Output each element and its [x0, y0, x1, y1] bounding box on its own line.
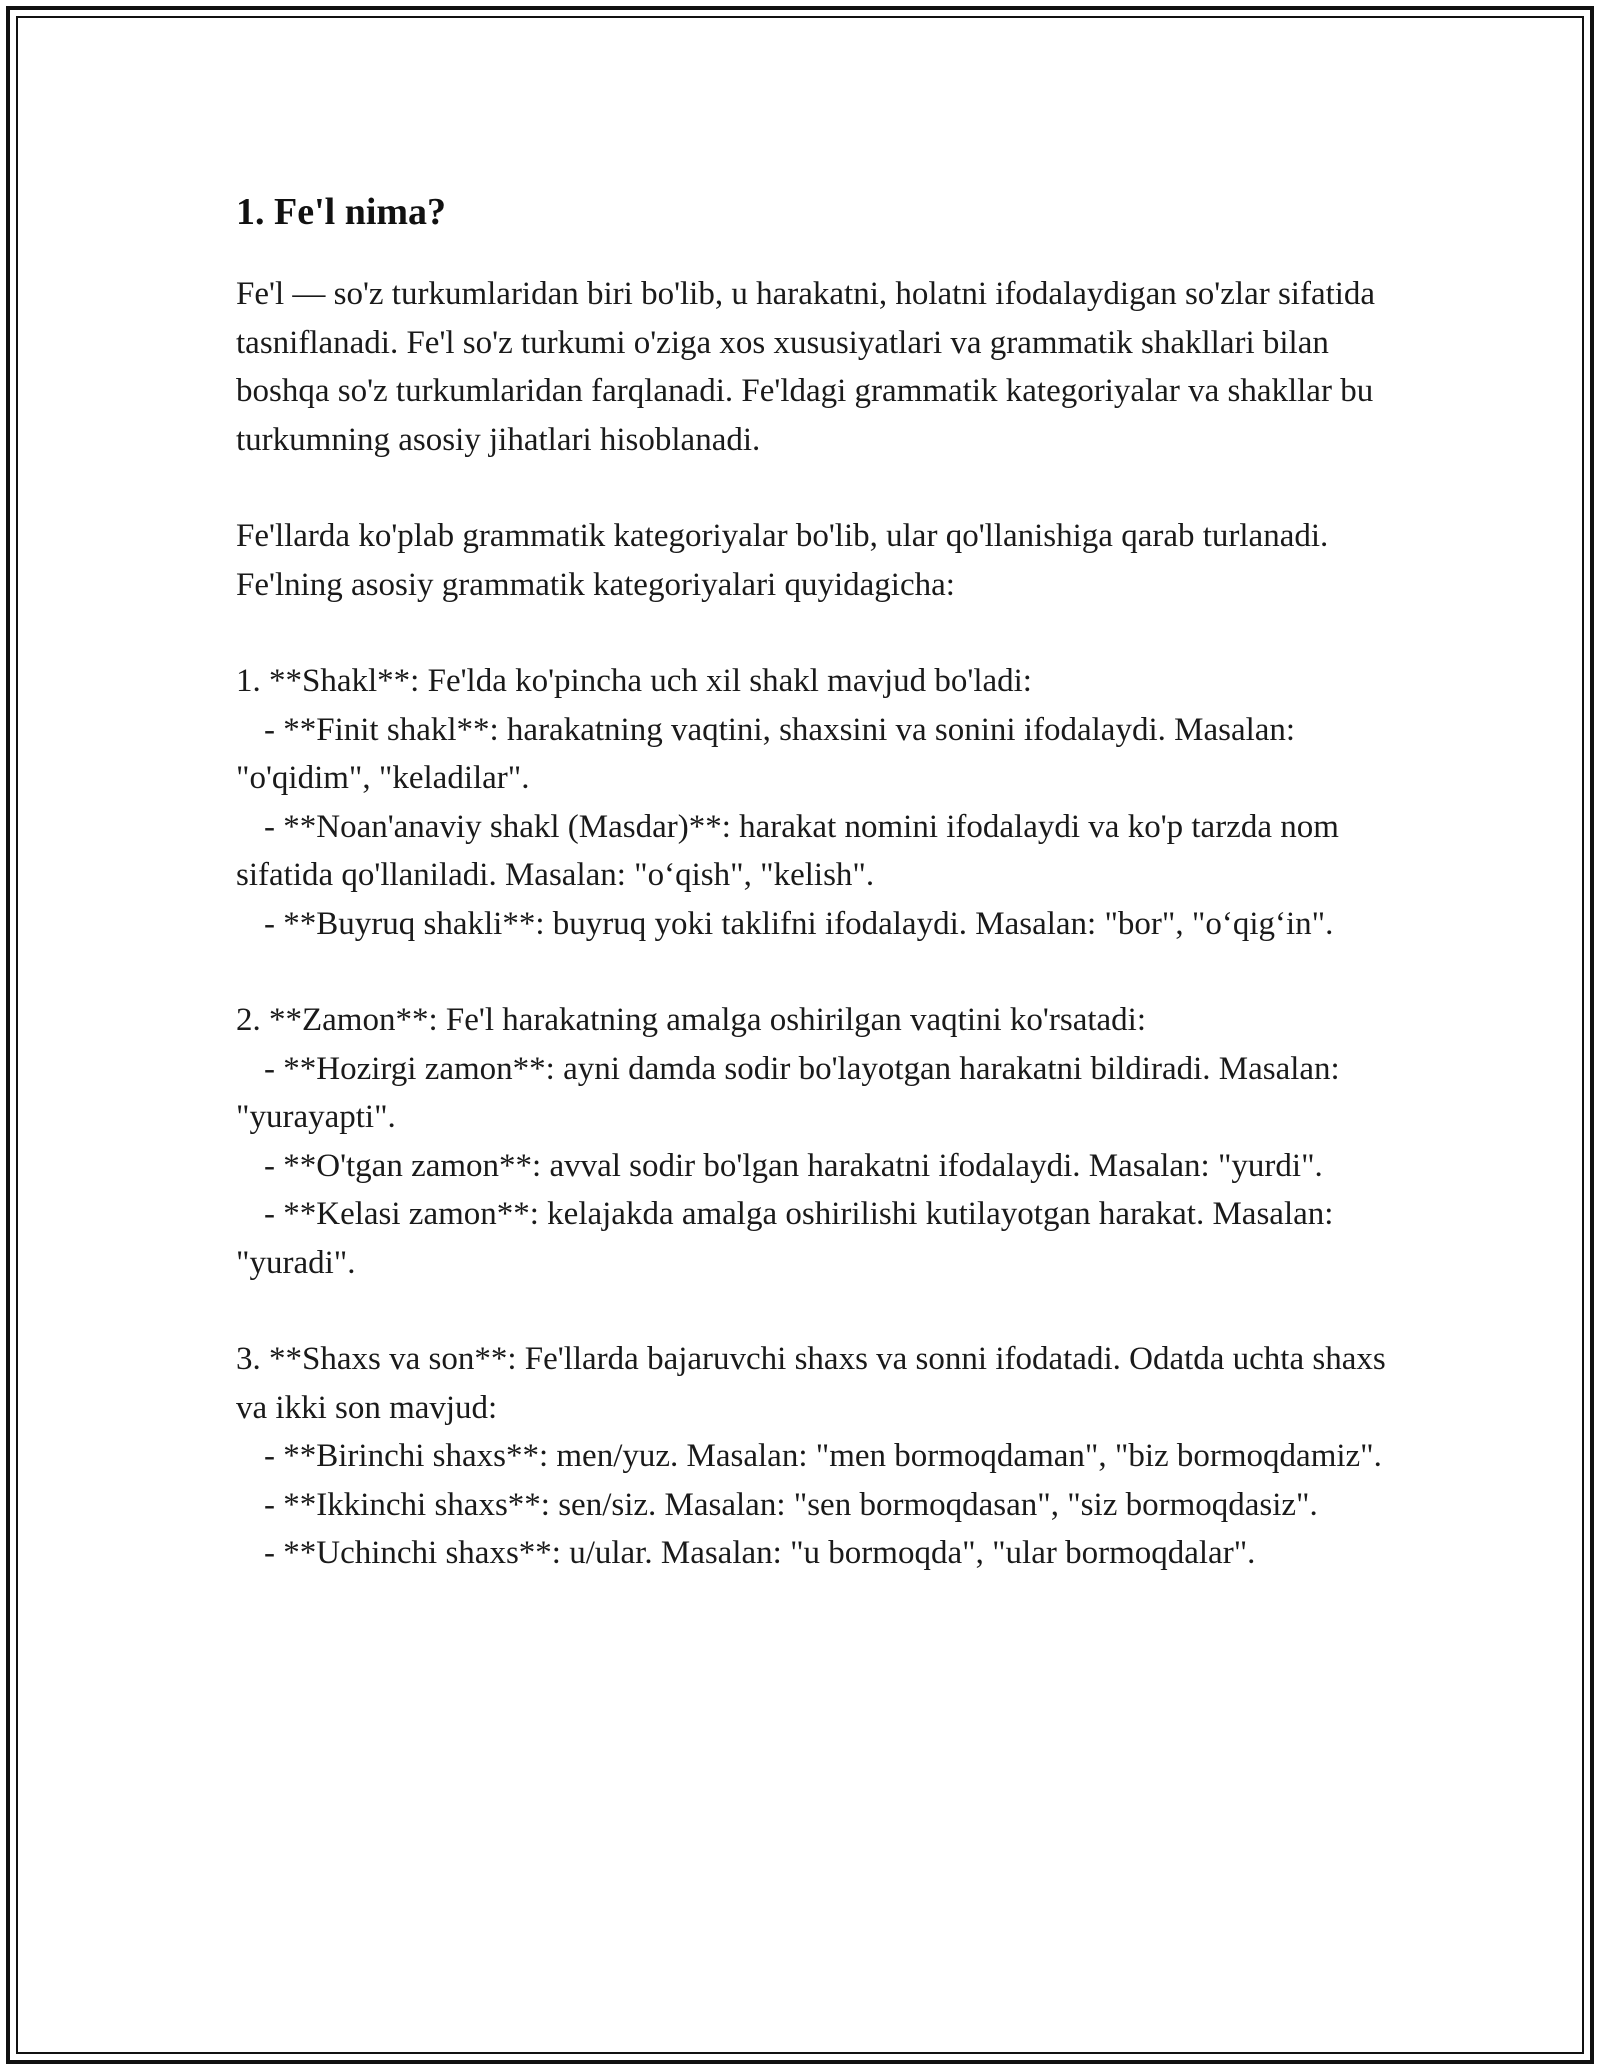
list-item: - **Noan'anaviy shakl (Masdar)**: harakat nomini ifodalaydi va ko'p tarzda nom sifatida qo'llaniladi. Masalan: "o‘qish", "kelish".	[236, 808, 1339, 893]
list-item: - **Birinchi shaxs**: men/yuz. Masalan: "men bormoqdaman", "biz bormoqdamiz".	[264, 1438, 1382, 1474]
list-item: - **Uchinchi shaxs**: u/ular. Masalan: "u bormoqda", "ular bormoqdalar".	[264, 1535, 1256, 1571]
list-item: - **Ikkinchi shaxs**: sen/siz. Masalan: "sen bormoqdasan", "siz bormoqdasiz".	[264, 1486, 1318, 1523]
section-shakl	[236, 657, 1416, 948]
intro-paragraph: Fe'l — so'z turkumlaridan biri bo'lib, u harakatni, holatni ifodalaydigan so'zlar sifatida tasniflanadi. Fe'l so'z turkumi o'ziga xos xususiyatlari va grammatik shakllari bilan boshqa so'z turkumlaridan farqlanadi. Fe'ldagi grammatik kategoriyalar va shakllar bu turkumning asosiy jihatlari hisoblanadi.	[236, 276, 1376, 458]
categories-paragraph: Fe'llarda ko'plab grammatik kategoriyalar bo'lib, ular qo'llanishiga qarab turlanadi. Fe'lning asosiy grammatik kategoriyalari quyidagicha:	[236, 518, 1329, 603]
list-item: - **O'tgan zamon**: avval sodir bo'lgan harakatni ifodalaydi. Masalan: "yurdi".	[264, 1147, 1323, 1184]
section-heading: 2. **Zamon**: Fe'l harakatning amalga oshirilgan vaqtini ko'rsatadi:	[236, 1002, 1147, 1038]
list-item: - **Kelasi zamon**: kelajakda amalga oshirilishi kutilayotgan harakat. Masalan: "yuradi".	[236, 1196, 1334, 1281]
section-heading: 3. **Shaxs va son**: Fe'llarda bajaruvchi shaxs va sonni ifodatadi. Odatda uchta shaxs va ikki son mavjud:	[236, 1341, 1386, 1426]
document-body	[236, 186, 1416, 1626]
section-zamon	[236, 996, 1416, 1287]
page-title: 1. Fe'l nima?	[236, 191, 447, 233]
list-item: - **Buyruq shakli**: buyruq yoki taklifni ifodalaydi. Masalan: "bor", "o‘qig‘in".	[264, 905, 1334, 942]
list-item: - **Finit shakl**: harakatning vaqtini, shaxsini va sonini ifodalaydi. Masalan: "o'qidim", "keladilar".	[236, 711, 1296, 796]
section-shaxs-va-son	[236, 1335, 1416, 1578]
list-item: - **Hozirgi zamon**: ayni damda sodir bo'layotgan harakatni bildiradi. Masalan: "yurayapti".	[236, 1050, 1340, 1135]
section-heading: 1. **Shakl**: Fe'lda ko'pincha uch xil shakl mavjud bo'ladi:	[236, 663, 1032, 699]
